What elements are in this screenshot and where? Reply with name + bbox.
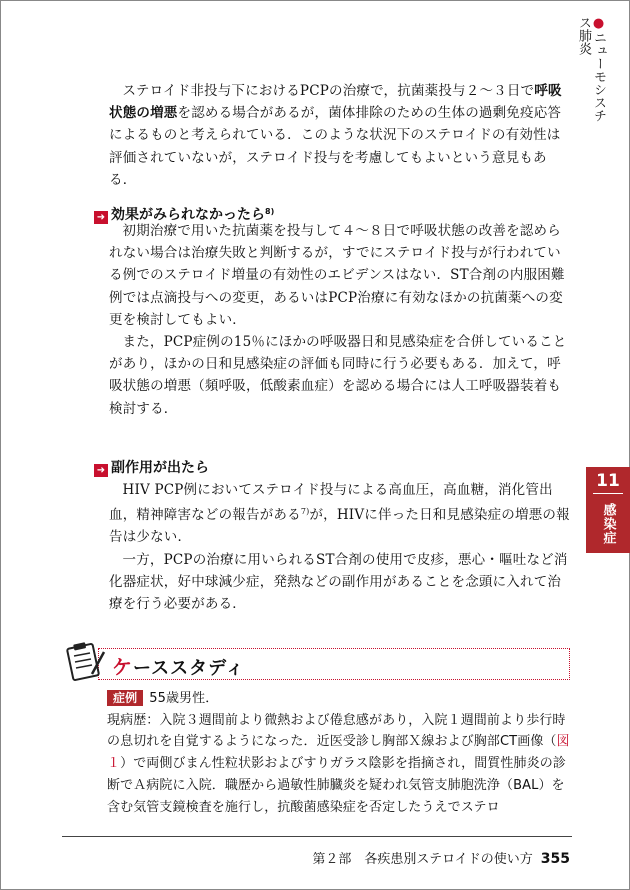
section1-body xyxy=(109,220,573,420)
case-patient-line xyxy=(107,688,573,710)
section2-text-a: HIV PCP例においてステロイド投与による高血圧，高血糖，消化管出血，精神障害などの報告がある xyxy=(109,482,553,524)
chapter-number: 11 xyxy=(593,471,623,494)
figure-reference-link[interactable]: 図１ xyxy=(107,734,570,772)
case-study-body xyxy=(107,688,573,818)
section-heading-side-effects xyxy=(94,459,209,477)
arrow-right-icon: ➜ xyxy=(94,464,108,477)
case-history-a: 現病歴：入院３週間前より微熱および倦怠感があり，入院１週間前より歩行時の息切れを自覚するようになった．近医受診し胸部Ｘ線および胸部CT画像（ xyxy=(107,712,566,750)
case-study-title xyxy=(112,651,245,680)
arrow-right-icon: ➜ xyxy=(94,211,108,224)
section-title: 効果がみられなかったら xyxy=(111,207,265,223)
intro-block xyxy=(109,80,573,191)
chapter-tab xyxy=(586,467,630,553)
page-number: 355 xyxy=(540,851,570,867)
section1-paragraph-2: また，PCP症例の15％にほかの呼吸器日和見感染症を合併していることがあり，ほかの日和見感染症の評価も同時に行う必要もある．加えて，呼吸状態の増悪（頻呼吸，低酸素血症）を認める場合には人工呼吸器装着も検討する． xyxy=(109,334,567,417)
section1-paragraph-1: 初期治療で用いた抗菌薬を投与して４～８日で呼吸状態の改善を認められない場合は治療失敗と判断するが，すでにステロイド投与が行われている例でのステロイド増量の有効性のエビデンスはない．ST合剤の内服困難例では点滴投与への変更，あるいはPCP治療に有効なほかの抗菌薬への変更を検討してもよい． xyxy=(109,223,565,328)
intro-text-b: を認める場合があるが，菌体排除のための生体の過剰免疫応答によるものと考えられている．このような状況下のステロイドの有効性は評価されていないが，ステロイド投与を考慮してもよいという意見もある． xyxy=(109,105,562,188)
running-header-section xyxy=(576,16,606,126)
case-history-b: ）で両側びまん性粒状影およびすりガラス陰影を指摘され，間質性肺炎の診断でＡ病院に入院．職歴から過敏性肺臓炎を疑われ気管支肺胞洗浄（BAL）を含む気管支鏡検査を施行し，抗酸菌感染症を否定したうえでステロ xyxy=(107,756,566,815)
clipboard-icon xyxy=(62,638,108,682)
case-label-badge: 症例 xyxy=(107,690,143,706)
section2-body xyxy=(109,479,573,615)
chapter-name: 感染症 xyxy=(600,503,616,545)
case-title-rest: ーススタディ xyxy=(133,658,245,679)
intro-text-a: ステロイド非投与下におけるPCPの治療で，抗菌薬投与２～３日で xyxy=(122,83,535,99)
footer-divider xyxy=(62,836,572,837)
footer-part-title: 第２部 各疾患別ステロイドの使い方 xyxy=(312,852,533,867)
section2-paragraph-1 xyxy=(109,479,573,549)
reference-marker: 7) xyxy=(300,507,310,517)
running-header-text: ニューモシスチス肺炎 xyxy=(576,16,606,122)
case-history xyxy=(107,710,573,819)
reference-marker: 8) xyxy=(265,207,275,216)
case-title-first-char: ケ xyxy=(112,655,133,679)
bullet-icon: ● xyxy=(591,16,606,31)
intro-paragraph xyxy=(109,80,573,191)
intro-bold-phrase: 呼吸状態の増悪 xyxy=(109,83,562,122)
section2-paragraph-2: 一方，PCPの治療に用いられるST合剤の使用で皮疹，悪心・嘔吐など消化器症状，好中球減少症，発熱などの副作用があることを念頭に入れて治療を行う必要がある． xyxy=(109,551,568,613)
page-footer xyxy=(312,848,570,867)
section-title: 副作用が出たら xyxy=(111,460,209,476)
case-patient: 55歳男性． xyxy=(149,691,219,706)
section2-text-b: が，HIVに伴った日和見感染症の増悪の報告は少ない． xyxy=(109,507,570,546)
